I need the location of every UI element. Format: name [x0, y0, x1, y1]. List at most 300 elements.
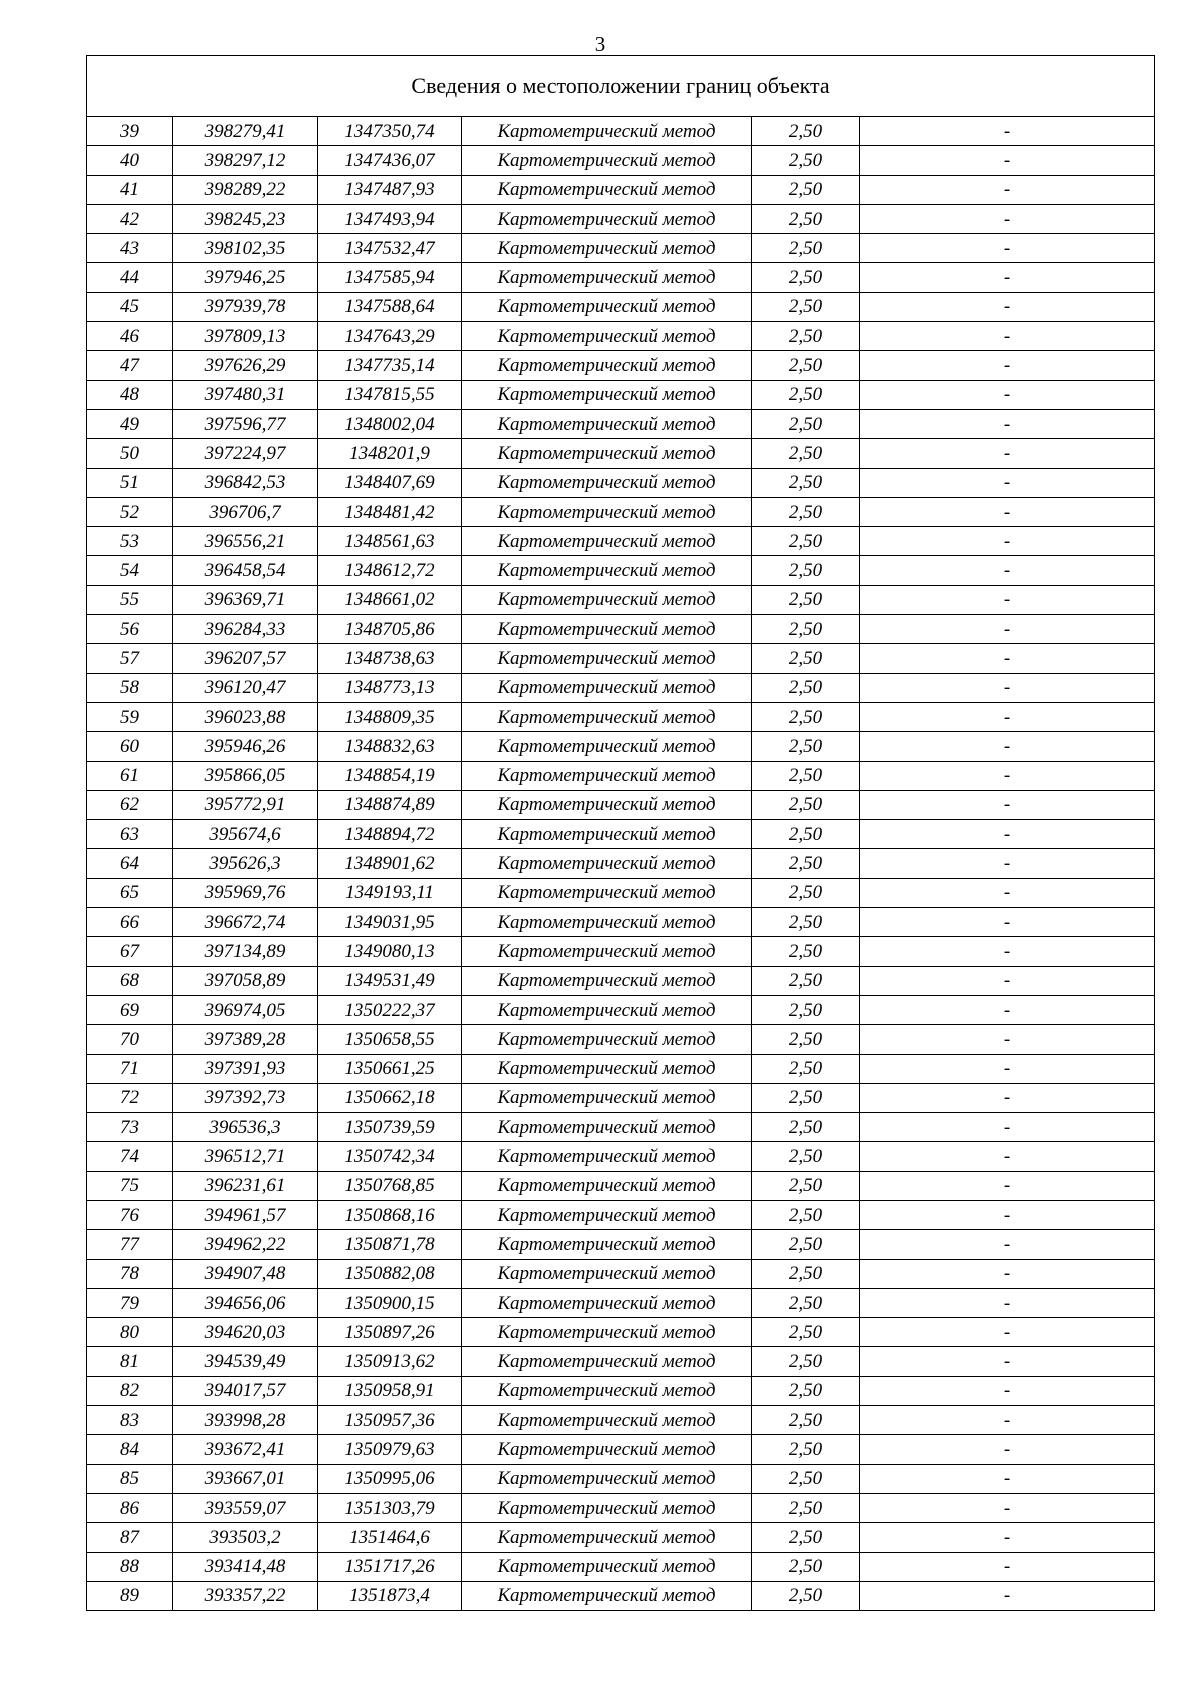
coord-x-cell: 393672,41 [173, 1435, 318, 1464]
method-cell: Картометрический метод [462, 1406, 752, 1435]
method-cell: Картометрический метод [462, 1435, 752, 1464]
table-row [87, 1288, 1155, 1317]
method-cell: Картометрический метод [462, 468, 752, 497]
method-cell: Картометрический метод [462, 1054, 752, 1083]
coord-y-cell: 1348201,9 [318, 439, 462, 468]
table-row [87, 439, 1155, 468]
accuracy-cell: 2,50 [752, 644, 860, 673]
table-row [87, 1523, 1155, 1552]
coord-y-cell: 1348481,42 [318, 497, 462, 526]
coord-x-cell: 394961,57 [173, 1200, 318, 1229]
point-number-cell: 79 [87, 1288, 173, 1317]
coord-x-cell: 396536,3 [173, 1113, 318, 1142]
point-number-cell: 71 [87, 1054, 173, 1083]
accuracy-cell: 2,50 [752, 1523, 860, 1552]
description-cell: - [860, 995, 1155, 1024]
table-row [87, 1083, 1155, 1112]
coord-x-cell: 395626,3 [173, 849, 318, 878]
accuracy-cell: 2,50 [752, 761, 860, 790]
coord-y-cell: 1350742,34 [318, 1142, 462, 1171]
accuracy-cell: 2,50 [752, 175, 860, 204]
point-number-cell: 89 [87, 1581, 173, 1610]
point-number-cell: 88 [87, 1552, 173, 1581]
method-cell: Картометрический метод [462, 1142, 752, 1171]
coord-y-cell: 1350868,16 [318, 1200, 462, 1229]
point-number-cell: 45 [87, 292, 173, 321]
point-number-cell: 51 [87, 468, 173, 497]
method-cell: Картометрический метод [462, 1318, 752, 1347]
table-row [87, 117, 1155, 146]
method-cell: Картометрический метод [462, 1025, 752, 1054]
coord-y-cell: 1350913,62 [318, 1347, 462, 1376]
point-number-cell: 86 [87, 1493, 173, 1522]
coord-x-cell: 393503,2 [173, 1523, 318, 1552]
description-cell: - [860, 937, 1155, 966]
coord-y-cell: 1347487,93 [318, 175, 462, 204]
method-cell: Картометрический метод [462, 117, 752, 146]
table-row [87, 966, 1155, 995]
table-row [87, 234, 1155, 263]
table-row [87, 380, 1155, 409]
table-row [87, 175, 1155, 204]
table-row [87, 995, 1155, 1024]
point-number-cell: 85 [87, 1464, 173, 1493]
coord-x-cell: 397480,31 [173, 380, 318, 409]
point-number-cell: 67 [87, 937, 173, 966]
description-cell: - [860, 175, 1155, 204]
coord-x-cell: 395674,6 [173, 820, 318, 849]
accuracy-cell: 2,50 [752, 351, 860, 380]
accuracy-cell: 2,50 [752, 146, 860, 175]
point-number-cell: 47 [87, 351, 173, 380]
accuracy-cell: 2,50 [752, 1142, 860, 1171]
method-cell: Картометрический метод [462, 292, 752, 321]
table-row [87, 1230, 1155, 1259]
coord-x-cell: 396556,21 [173, 527, 318, 556]
method-cell: Картометрический метод [462, 1552, 752, 1581]
coord-y-cell: 1348854,19 [318, 761, 462, 790]
point-number-cell: 68 [87, 966, 173, 995]
table-row [87, 732, 1155, 761]
table-row [87, 146, 1155, 175]
accuracy-cell: 2,50 [752, 673, 860, 702]
coord-x-cell: 397224,97 [173, 439, 318, 468]
table-row [87, 1318, 1155, 1347]
coord-y-cell: 1348901,62 [318, 849, 462, 878]
coord-x-cell: 396974,05 [173, 995, 318, 1024]
point-number-cell: 77 [87, 1230, 173, 1259]
method-cell: Картометрический метод [462, 1523, 752, 1552]
table-row [87, 1054, 1155, 1083]
point-number-cell: 65 [87, 878, 173, 907]
method-cell: Картометрический метод [462, 497, 752, 526]
description-cell: - [860, 1376, 1155, 1405]
coord-x-cell: 393998,28 [173, 1406, 318, 1435]
method-cell: Картометрический метод [462, 1493, 752, 1522]
description-cell: - [860, 820, 1155, 849]
point-number-cell: 70 [87, 1025, 173, 1054]
accuracy-cell: 2,50 [752, 527, 860, 556]
description-cell: - [860, 849, 1155, 878]
method-cell: Картометрический метод [462, 1376, 752, 1405]
coord-x-cell: 393414,48 [173, 1552, 318, 1581]
point-number-cell: 56 [87, 615, 173, 644]
table-row [87, 673, 1155, 702]
point-number-cell: 69 [87, 995, 173, 1024]
coord-y-cell: 1348832,63 [318, 732, 462, 761]
coord-y-cell: 1348809,35 [318, 702, 462, 731]
table-row [87, 556, 1155, 585]
point-number-cell: 53 [87, 527, 173, 556]
description-cell: - [860, 1347, 1155, 1376]
coord-y-cell: 1347350,74 [318, 117, 462, 146]
coord-y-cell: 1347532,47 [318, 234, 462, 263]
point-number-cell: 81 [87, 1347, 173, 1376]
table-row [87, 1552, 1155, 1581]
accuracy-cell: 2,50 [752, 1406, 860, 1435]
accuracy-cell: 2,50 [752, 292, 860, 321]
description-cell: - [860, 1435, 1155, 1464]
coord-y-cell: 1350658,55 [318, 1025, 462, 1054]
coord-y-cell: 1348002,04 [318, 409, 462, 438]
description-cell: - [860, 702, 1155, 731]
accuracy-cell: 2,50 [752, 204, 860, 233]
table-row [87, 761, 1155, 790]
description-cell: - [860, 439, 1155, 468]
table-row [87, 292, 1155, 321]
coord-y-cell: 1350871,78 [318, 1230, 462, 1259]
coord-y-cell: 1348738,63 [318, 644, 462, 673]
description-cell: - [860, 673, 1155, 702]
description-cell: - [860, 1288, 1155, 1317]
accuracy-cell: 2,50 [752, 497, 860, 526]
accuracy-cell: 2,50 [752, 1347, 860, 1376]
coord-y-cell: 1348612,72 [318, 556, 462, 585]
coord-y-cell: 1347493,94 [318, 204, 462, 233]
method-cell: Картометрический метод [462, 1464, 752, 1493]
coord-x-cell: 398289,22 [173, 175, 318, 204]
point-number-cell: 55 [87, 585, 173, 614]
point-number-cell: 46 [87, 322, 173, 351]
method-cell: Картометрический метод [462, 820, 752, 849]
point-number-cell: 64 [87, 849, 173, 878]
method-cell: Картометрический метод [462, 1288, 752, 1317]
point-number-cell: 54 [87, 556, 173, 585]
table-row [87, 1259, 1155, 1288]
coord-x-cell: 396023,88 [173, 702, 318, 731]
description-cell: - [860, 1200, 1155, 1229]
point-number-cell: 61 [87, 761, 173, 790]
coord-x-cell: 397389,28 [173, 1025, 318, 1054]
point-number-cell: 57 [87, 644, 173, 673]
table-row [87, 263, 1155, 292]
coord-x-cell: 395946,26 [173, 732, 318, 761]
table-row [87, 1435, 1155, 1464]
description-cell: - [860, 497, 1155, 526]
coord-y-cell: 1347588,64 [318, 292, 462, 321]
method-cell: Картометрический метод [462, 380, 752, 409]
accuracy-cell: 2,50 [752, 1435, 860, 1464]
table-row [87, 615, 1155, 644]
method-cell: Картометрический метод [462, 908, 752, 937]
coord-y-cell: 1348561,63 [318, 527, 462, 556]
coord-x-cell: 398245,23 [173, 204, 318, 233]
description-cell: - [860, 908, 1155, 937]
accuracy-cell: 2,50 [752, 1318, 860, 1347]
table-row [87, 409, 1155, 438]
table-row [87, 1376, 1155, 1405]
coord-x-cell: 396458,54 [173, 556, 318, 585]
coord-y-cell: 1350222,37 [318, 995, 462, 1024]
table-row [87, 908, 1155, 937]
table-row [87, 585, 1155, 614]
description-cell: - [860, 585, 1155, 614]
table-row [87, 820, 1155, 849]
description-cell: - [860, 878, 1155, 907]
coord-y-cell: 1347815,55 [318, 380, 462, 409]
coord-y-cell: 1348705,86 [318, 615, 462, 644]
point-number-cell: 63 [87, 820, 173, 849]
accuracy-cell: 2,50 [752, 790, 860, 819]
description-cell: - [860, 146, 1155, 175]
method-cell: Картометрический метод [462, 761, 752, 790]
coord-y-cell: 1351717,26 [318, 1552, 462, 1581]
accuracy-cell: 2,50 [752, 1493, 860, 1522]
table-row [87, 1464, 1155, 1493]
description-cell: - [860, 1581, 1155, 1610]
method-cell: Картометрический метод [462, 1230, 752, 1259]
point-number-cell: 78 [87, 1259, 173, 1288]
point-number-cell: 43 [87, 234, 173, 263]
coord-y-cell: 1350897,26 [318, 1318, 462, 1347]
table-row [87, 1171, 1155, 1200]
description-cell: - [860, 1406, 1155, 1435]
accuracy-cell: 2,50 [752, 439, 860, 468]
coord-x-cell: 396120,47 [173, 673, 318, 702]
description-cell: - [860, 234, 1155, 263]
coord-x-cell: 393667,01 [173, 1464, 318, 1493]
accuracy-cell: 2,50 [752, 615, 860, 644]
accuracy-cell: 2,50 [752, 1054, 860, 1083]
coord-x-cell: 397809,13 [173, 322, 318, 351]
coord-x-cell: 396231,61 [173, 1171, 318, 1200]
coord-x-cell: 397392,73 [173, 1083, 318, 1112]
point-number-cell: 73 [87, 1113, 173, 1142]
method-cell: Картометрический метод [462, 937, 752, 966]
coord-x-cell: 395772,91 [173, 790, 318, 819]
method-cell: Картометрический метод [462, 585, 752, 614]
point-number-cell: 52 [87, 497, 173, 526]
description-cell: - [860, 527, 1155, 556]
accuracy-cell: 2,50 [752, 409, 860, 438]
description-cell: - [860, 117, 1155, 146]
point-number-cell: 49 [87, 409, 173, 438]
description-cell: - [860, 1113, 1155, 1142]
coord-y-cell: 1351464,6 [318, 1523, 462, 1552]
point-number-cell: 75 [87, 1171, 173, 1200]
method-cell: Картометрический метод [462, 849, 752, 878]
coord-x-cell: 393559,07 [173, 1493, 318, 1522]
coord-x-cell: 394539,49 [173, 1347, 318, 1376]
method-cell: Картометрический метод [462, 409, 752, 438]
description-cell: - [860, 263, 1155, 292]
accuracy-cell: 2,50 [752, 234, 860, 263]
description-cell: - [860, 1523, 1155, 1552]
point-number-cell: 60 [87, 732, 173, 761]
method-cell: Картометрический метод [462, 146, 752, 175]
coord-x-cell: 394656,06 [173, 1288, 318, 1317]
method-cell: Картометрический метод [462, 1581, 752, 1610]
table-row [87, 702, 1155, 731]
coord-x-cell: 396369,71 [173, 585, 318, 614]
coord-x-cell: 397596,77 [173, 409, 318, 438]
accuracy-cell: 2,50 [752, 820, 860, 849]
coord-x-cell: 396842,53 [173, 468, 318, 497]
table-row [87, 322, 1155, 351]
method-cell: Картометрический метод [462, 234, 752, 263]
description-cell: - [860, 644, 1155, 673]
method-cell: Картометрический метод [462, 1200, 752, 1229]
table-row [87, 468, 1155, 497]
coord-y-cell: 1350979,63 [318, 1435, 462, 1464]
table-row [87, 1200, 1155, 1229]
accuracy-cell: 2,50 [752, 1288, 860, 1317]
description-cell: - [860, 1493, 1155, 1522]
method-cell: Картометрический метод [462, 556, 752, 585]
coord-x-cell: 397134,89 [173, 937, 318, 966]
accuracy-cell: 2,50 [752, 1200, 860, 1229]
method-cell: Картометрический метод [462, 615, 752, 644]
coord-y-cell: 1350662,18 [318, 1083, 462, 1112]
coord-x-cell: 396512,71 [173, 1142, 318, 1171]
table-title: Сведения о местоположении границ объекта [87, 56, 1155, 117]
point-number-cell: 48 [87, 380, 173, 409]
accuracy-cell: 2,50 [752, 117, 860, 146]
accuracy-cell: 2,50 [752, 1464, 860, 1493]
description-cell: - [860, 615, 1155, 644]
table-row [87, 878, 1155, 907]
coord-y-cell: 1348661,02 [318, 585, 462, 614]
method-cell: Картометрический метод [462, 1113, 752, 1142]
coord-x-cell: 396207,57 [173, 644, 318, 673]
description-cell: - [860, 1318, 1155, 1347]
point-number-cell: 74 [87, 1142, 173, 1171]
coord-y-cell: 1348894,72 [318, 820, 462, 849]
coord-x-cell: 396706,7 [173, 497, 318, 526]
coord-y-cell: 1348407,69 [318, 468, 462, 497]
method-cell: Картометрический метод [462, 1347, 752, 1376]
table-row [87, 937, 1155, 966]
accuracy-cell: 2,50 [752, 1083, 860, 1112]
point-number-cell: 72 [87, 1083, 173, 1112]
coord-y-cell: 1347436,07 [318, 146, 462, 175]
coord-y-cell: 1347643,29 [318, 322, 462, 351]
method-cell: Картометрический метод [462, 1171, 752, 1200]
accuracy-cell: 2,50 [752, 1230, 860, 1259]
accuracy-cell: 2,50 [752, 966, 860, 995]
point-number-cell: 80 [87, 1318, 173, 1347]
coord-y-cell: 1350661,25 [318, 1054, 462, 1083]
accuracy-cell: 2,50 [752, 1025, 860, 1054]
description-cell: - [860, 1142, 1155, 1171]
description-cell: - [860, 1171, 1155, 1200]
description-cell: - [860, 556, 1155, 585]
method-cell: Картометрический метод [462, 790, 752, 819]
coord-x-cell: 395969,76 [173, 878, 318, 907]
description-cell: - [860, 409, 1155, 438]
table-row [87, 849, 1155, 878]
description-cell: - [860, 966, 1155, 995]
description-cell: - [860, 322, 1155, 351]
table-title-row [87, 56, 1155, 117]
coord-y-cell: 1350768,85 [318, 1171, 462, 1200]
accuracy-cell: 2,50 [752, 1259, 860, 1288]
method-cell: Картометрический метод [462, 673, 752, 702]
accuracy-cell: 2,50 [752, 380, 860, 409]
description-cell: - [860, 1552, 1155, 1581]
method-cell: Картометрический метод [462, 322, 752, 351]
accuracy-cell: 2,50 [752, 263, 860, 292]
accuracy-cell: 2,50 [752, 1552, 860, 1581]
description-cell: - [860, 1259, 1155, 1288]
accuracy-cell: 2,50 [752, 1376, 860, 1405]
method-cell: Картометрический метод [462, 175, 752, 204]
page-number: 3 [594, 32, 606, 56]
coord-y-cell: 1349193,11 [318, 878, 462, 907]
coord-x-cell: 394907,48 [173, 1259, 318, 1288]
method-cell: Картометрический метод [462, 878, 752, 907]
coord-y-cell: 1350957,36 [318, 1406, 462, 1435]
coord-y-cell: 1351873,4 [318, 1581, 462, 1610]
description-cell: - [860, 1083, 1155, 1112]
coord-x-cell: 397626,29 [173, 351, 318, 380]
coord-x-cell: 397058,89 [173, 966, 318, 995]
description-cell: - [860, 468, 1155, 497]
method-cell: Картометрический метод [462, 1259, 752, 1288]
point-number-cell: 58 [87, 673, 173, 702]
coord-x-cell: 394620,03 [173, 1318, 318, 1347]
coord-x-cell: 398102,35 [173, 234, 318, 263]
coord-x-cell: 395866,05 [173, 761, 318, 790]
coord-y-cell: 1349080,13 [318, 937, 462, 966]
point-number-cell: 83 [87, 1406, 173, 1435]
description-cell: - [860, 1054, 1155, 1083]
coord-y-cell: 1349531,49 [318, 966, 462, 995]
table-row [87, 1025, 1155, 1054]
point-number-cell: 59 [87, 702, 173, 731]
coord-y-cell: 1351303,79 [318, 1493, 462, 1522]
accuracy-cell: 2,50 [752, 732, 860, 761]
coord-y-cell: 1350900,15 [318, 1288, 462, 1317]
accuracy-cell: 2,50 [752, 468, 860, 497]
coord-x-cell: 396284,33 [173, 615, 318, 644]
method-cell: Картометрический метод [462, 644, 752, 673]
coord-x-cell: 398279,41 [173, 117, 318, 146]
description-cell: - [860, 1464, 1155, 1493]
method-cell: Картометрический метод [462, 966, 752, 995]
coord-x-cell: 394962,22 [173, 1230, 318, 1259]
method-cell: Картометрический метод [462, 702, 752, 731]
method-cell: Картометрический метод [462, 732, 752, 761]
point-number-cell: 87 [87, 1523, 173, 1552]
table-row [87, 204, 1155, 233]
description-cell: - [860, 790, 1155, 819]
table-body [87, 56, 1155, 1611]
coord-x-cell: 397939,78 [173, 292, 318, 321]
method-cell: Картометрический метод [462, 263, 752, 292]
table-row [87, 527, 1155, 556]
table-row [87, 644, 1155, 673]
